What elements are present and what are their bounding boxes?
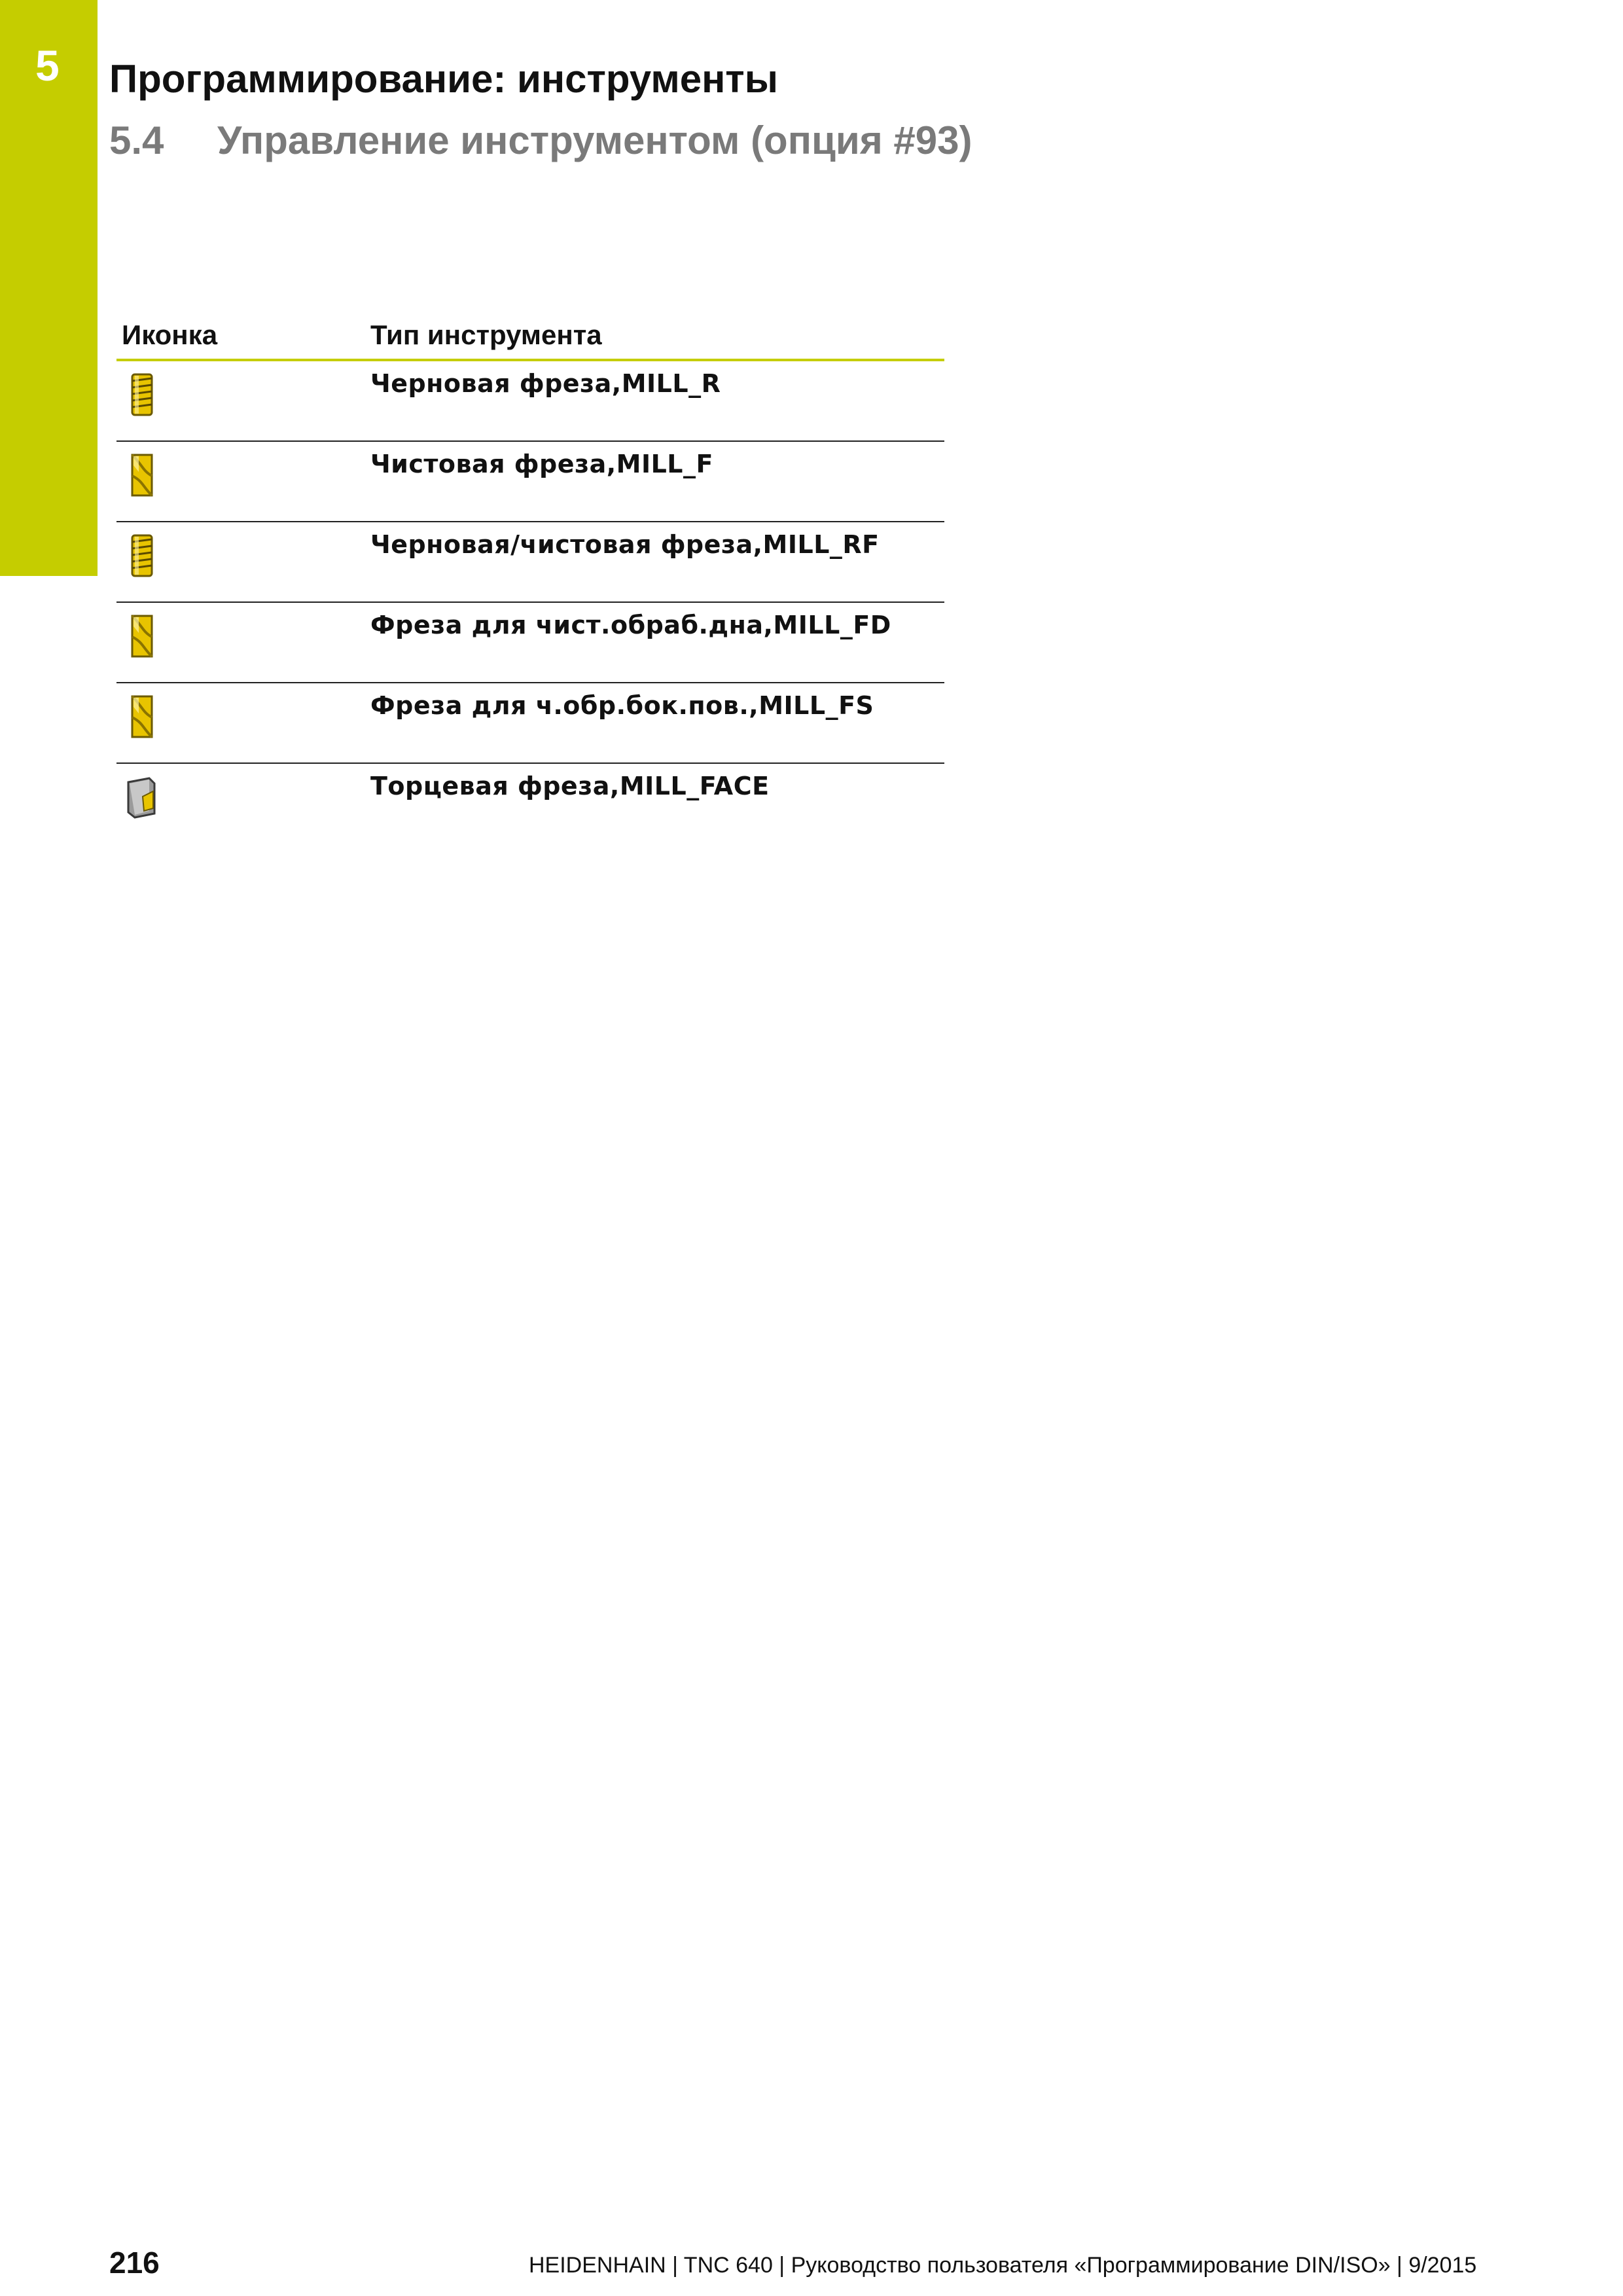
chapter-title: Программирование: инструменты xyxy=(109,57,778,101)
roughing-mill-icon xyxy=(123,372,161,418)
section-heading xyxy=(109,118,972,163)
tool-type-table xyxy=(116,309,944,843)
table-row xyxy=(116,361,944,442)
tool-type-label: Фреза для ч.обр.бок.пов.,MILL_FS xyxy=(370,691,874,720)
table-row xyxy=(116,603,944,683)
tool-type-label: Черновая фреза,MILL_R xyxy=(370,369,721,398)
tool-type-label: Фреза для чист.обраб.дна,MILL_FD xyxy=(370,611,891,639)
finishing-mill-icon xyxy=(123,452,161,498)
finishing-mill-icon xyxy=(123,694,161,740)
section-number: 5.4 xyxy=(109,118,164,162)
table-row xyxy=(116,764,944,843)
footer-text: HEIDENHAIN | TNC 640 | Руководство пользователя «Программирование DIN/ISO» | 9/2015 xyxy=(529,2253,1477,2278)
chapter-tab xyxy=(0,0,98,576)
tool-type-label: Торцевая фреза,MILL_FACE xyxy=(370,772,770,800)
table-header xyxy=(116,309,944,361)
face-mill-icon xyxy=(123,774,161,820)
table-row xyxy=(116,683,944,764)
table-row xyxy=(116,442,944,522)
section-title: Управление инструментом (опция #93) xyxy=(217,118,972,162)
tool-type-label: Чистовая фреза,MILL_F xyxy=(370,450,713,478)
page-number: 216 xyxy=(109,2246,160,2280)
roughing-mill-icon xyxy=(123,533,161,579)
finishing-mill-icon xyxy=(123,613,161,659)
header-tool-type: Тип инструмента xyxy=(370,319,602,350)
tool-type-label: Черновая/чистовая фреза,MILL_RF xyxy=(370,530,880,559)
table-row xyxy=(116,522,944,603)
chapter-number: 5 xyxy=(35,41,60,90)
header-icon: Иконка xyxy=(122,319,218,350)
